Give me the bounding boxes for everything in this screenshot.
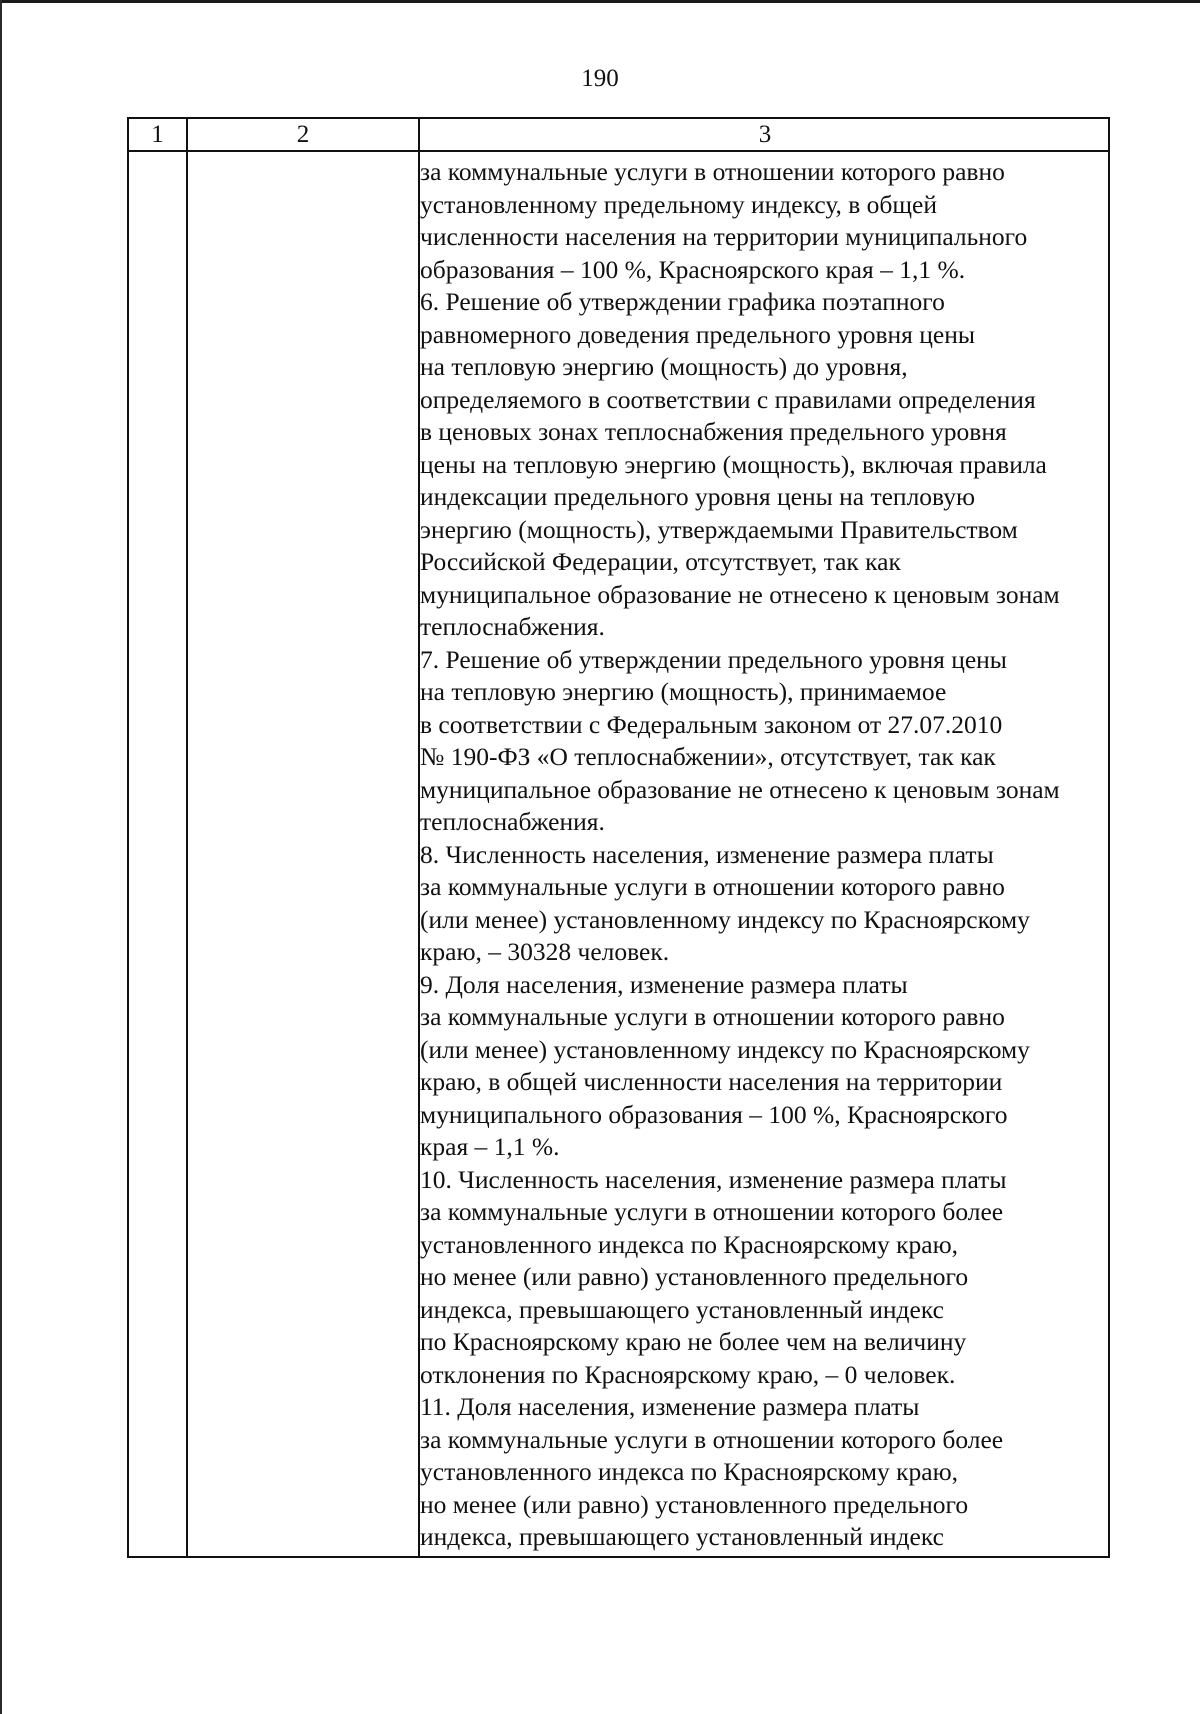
text-line: № 190-ФЗ «О теплоснабжении», отсутствует, так как: [420, 742, 996, 771]
scan-edge-left: [0, 0, 2, 1714]
text-line: определяемого в соответствии с правилами определения: [420, 384, 1036, 414]
text-line: но менее (или равно) установленного предельного: [420, 1262, 969, 1291]
header-cell-col1: 1: [151, 121, 164, 148]
document-table: [127, 117, 1110, 1558]
text-line: за коммунальные услуги в отношении которого более: [420, 1424, 1004, 1454]
text-line: установленного индекса по Красноярскому краю,: [420, 1457, 959, 1486]
text-line: по Красноярскому краю не более чем на величину: [420, 1327, 967, 1356]
text-line: муниципальное образование не отнесено к ценовым зонам: [420, 774, 1060, 804]
text-line: (или менее) установленному индексу по Красноярскому: [420, 904, 1030, 934]
text-line: 8. Численность населения, изменение размера платы: [420, 839, 994, 869]
text-line: муниципальное образование не отнесено к ценовым зонам: [420, 579, 1060, 609]
text-line: на тепловую энергию (мощность) до уровня,: [420, 352, 908, 381]
text-line: муниципального образования – 100 %, Красноярского: [420, 1099, 1008, 1129]
text-line: в соответствии с Федеральным законом от 27.07.2010: [420, 709, 1003, 739]
table-cell-col3: [420, 156, 1110, 1554]
text-line: отклонения по Красноярскому краю, – 0 человек.: [420, 1359, 956, 1389]
text-line: теплоснабжения.: [420, 612, 605, 641]
text-line: установленного индекса по Красноярскому краю,: [420, 1229, 959, 1259]
text-line: образования – 100 %, Красноярского края – 1,1 %.: [420, 254, 966, 284]
header-cell-col3: 3: [758, 121, 772, 148]
text-line: установленному предельному индексу, в общей: [420, 189, 938, 219]
text-line: 7. Решение об утверждении предельного уровня цены: [420, 644, 1007, 674]
text-line: цены на тепловую энергию (мощность), включая правила: [420, 449, 1047, 479]
text-line: (или менее) установленному индексу по Красноярскому: [420, 1034, 1030, 1064]
text-line: 6. Решение об утверждении графика поэтапного: [420, 287, 945, 316]
page-number: 190: [581, 65, 619, 92]
text-line: краю, – 30328 человек.: [420, 937, 670, 966]
text-line: индекса, превышающего установленный индекс: [420, 1522, 944, 1551]
text-line: края – 1,1 %.: [420, 1132, 560, 1161]
text-line: численности населения на территории муниципального: [420, 222, 1028, 251]
text-line: Российской Федерации, отсутствует, так как: [420, 547, 901, 576]
header-cell-col2: 2: [296, 121, 310, 148]
text-line: в ценовых зонах теплоснабжения предельного уровня: [420, 417, 1007, 446]
text-line: 10. Численность населения, изменение размера платы: [420, 1164, 1007, 1194]
text-line: за коммунальные услуги в отношении которого равно: [420, 872, 1005, 901]
text-line: за коммунальные услуги в отношении которого более: [420, 1197, 1004, 1226]
column-divider-1: [186, 119, 188, 1556]
text-line: 9. Доля населения, изменение размера платы: [420, 969, 908, 999]
text-line: теплоснабжения.: [420, 807, 605, 836]
text-line: индекса, превышающего установленный индекс: [420, 1294, 944, 1324]
text-line: на тепловую энергию (мощность), принимаемое: [420, 677, 947, 706]
text-line: краю, в общей численности населения на территории: [420, 1067, 1003, 1096]
text-line: но менее (или равно) установленного предельного: [420, 1489, 969, 1519]
text-line: равномерного доведения предельного уровня цены: [420, 319, 976, 349]
scan-edge-top: [0, 0, 1200, 3]
text-line: индексации предельного уровня цены на тепловую: [420, 482, 976, 511]
text-line: за коммунальные услуги в отношении которого равно: [420, 157, 1005, 186]
text-line: за коммунальные услуги в отношении которого равно: [420, 1002, 1005, 1031]
text-line: 11. Доля населения, изменение размера платы: [420, 1392, 920, 1421]
text-line: энергию (мощность), утверждаемыми Правительством: [420, 514, 1018, 544]
table-header-row: [129, 119, 1108, 152]
